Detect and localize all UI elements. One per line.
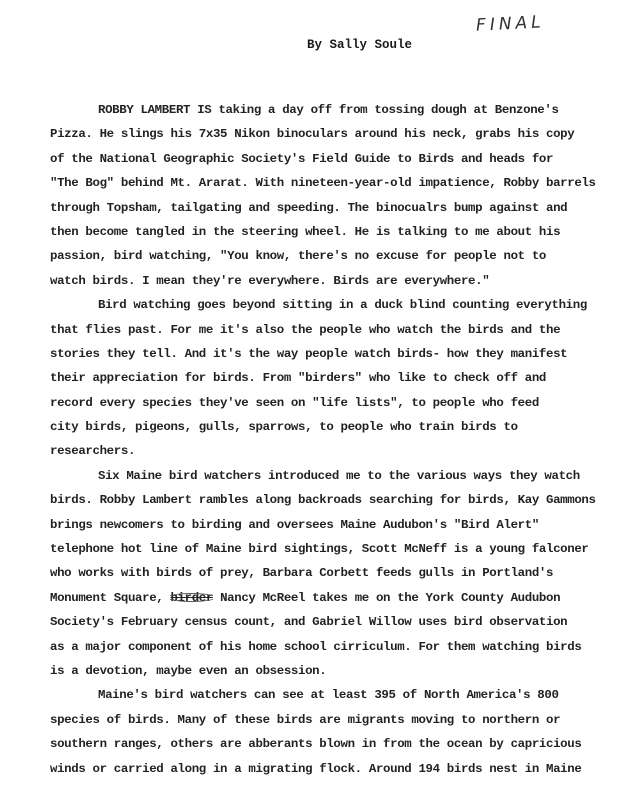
text-segment: Monument Square, — [50, 590, 171, 605]
text-line: species of birds. Many of these birds are migrants moving to northern or — [50, 712, 561, 727]
text-line: who works with birds of prey, Barbara Corbett feeds gulls in Portland's — [50, 566, 554, 581]
paragraph-2 — [50, 293, 587, 464]
text-line: Society's February census count, and Gabriel Willow uses bird observation — [50, 615, 568, 630]
text-line: winds or carried along in a migrating flock. Around 194 birds nest in Maine — [50, 761, 582, 776]
text-line: researchers. — [50, 444, 136, 459]
text-segment: Nancy McReel takes me on the York County Audubon — [212, 590, 561, 605]
handwritten-final-mark: FINAL — [475, 12, 546, 36]
text-line: Pizza. He slings his 7x35 Nikon binoculars around his neck, grabs his copy — [50, 127, 575, 142]
document-body — [50, 98, 596, 781]
text-line: city birds, pigeons, gulls, sparrows, to people who train birds to — [50, 420, 518, 435]
text-line: then become tangled in the steering wheel. He is talking to me about his — [50, 224, 561, 239]
text-line: through Topsham, tailgating and speeding. The binocualrs bump against and — [50, 200, 568, 215]
struck-word: birder — [170, 590, 213, 605]
paragraph-3 — [50, 464, 596, 684]
text-line: stories they tell. And it's the way people watch birds- how they manifest — [50, 346, 568, 361]
text-line: Bird watching goes beyond sitting in a duck blind counting everything — [98, 298, 587, 313]
text-line: brings newcomers to birding and oversees Maine Audubon's "Bird Alert" — [50, 517, 539, 532]
paragraph-4 — [50, 683, 580, 781]
text-line: birds. Robby Lambert rambles along backroads searching for birds, Kay Gammons — [50, 493, 596, 508]
text-line: telephone hot line of Maine bird sightings, Scott McNeff is a young falconer — [50, 542, 589, 557]
text-line: that flies past. For me it's also the people who watch the birds and the — [50, 322, 561, 337]
text-line: their appreciation for birds. From "birders" who like to check off and — [50, 371, 546, 386]
text-line: of the National Geographic Society's Field Guide to Birds and heads for — [50, 151, 554, 166]
text-line: record every species they've seen on "life lists", to people who feed — [50, 395, 539, 410]
text-line: ROBBY LAMBERT IS taking a day off from tossing dough at Benzone's — [98, 103, 559, 117]
text-line-with-deletion — [50, 586, 580, 610]
paragraph-1 — [50, 98, 596, 293]
text-line: as a major component of his home school cirriculum. For them watching birds — [50, 639, 582, 654]
text-line: is a devotion, maybe even an obsession. — [50, 663, 327, 678]
text-line: "The Bog" behind Mt. Ararat. With nineteen-year-old impatience, Robby barrels — [50, 176, 596, 191]
text-line: southern ranges, others are abberants blown in from the ocean by capricious — [50, 737, 582, 752]
text-line: passion, bird watching, "You know, there's no excuse for people not to — [50, 249, 546, 264]
byline: By Sally Soule — [307, 38, 413, 52]
text-line: Maine's bird watchers can see at least 395 of North America's 800 — [98, 688, 559, 703]
text-line: Six Maine bird watchers introduced me to the various ways they watch — [98, 468, 580, 483]
text-line: watch birds. I mean they're everywhere. Birds are everywhere." — [50, 273, 490, 288]
